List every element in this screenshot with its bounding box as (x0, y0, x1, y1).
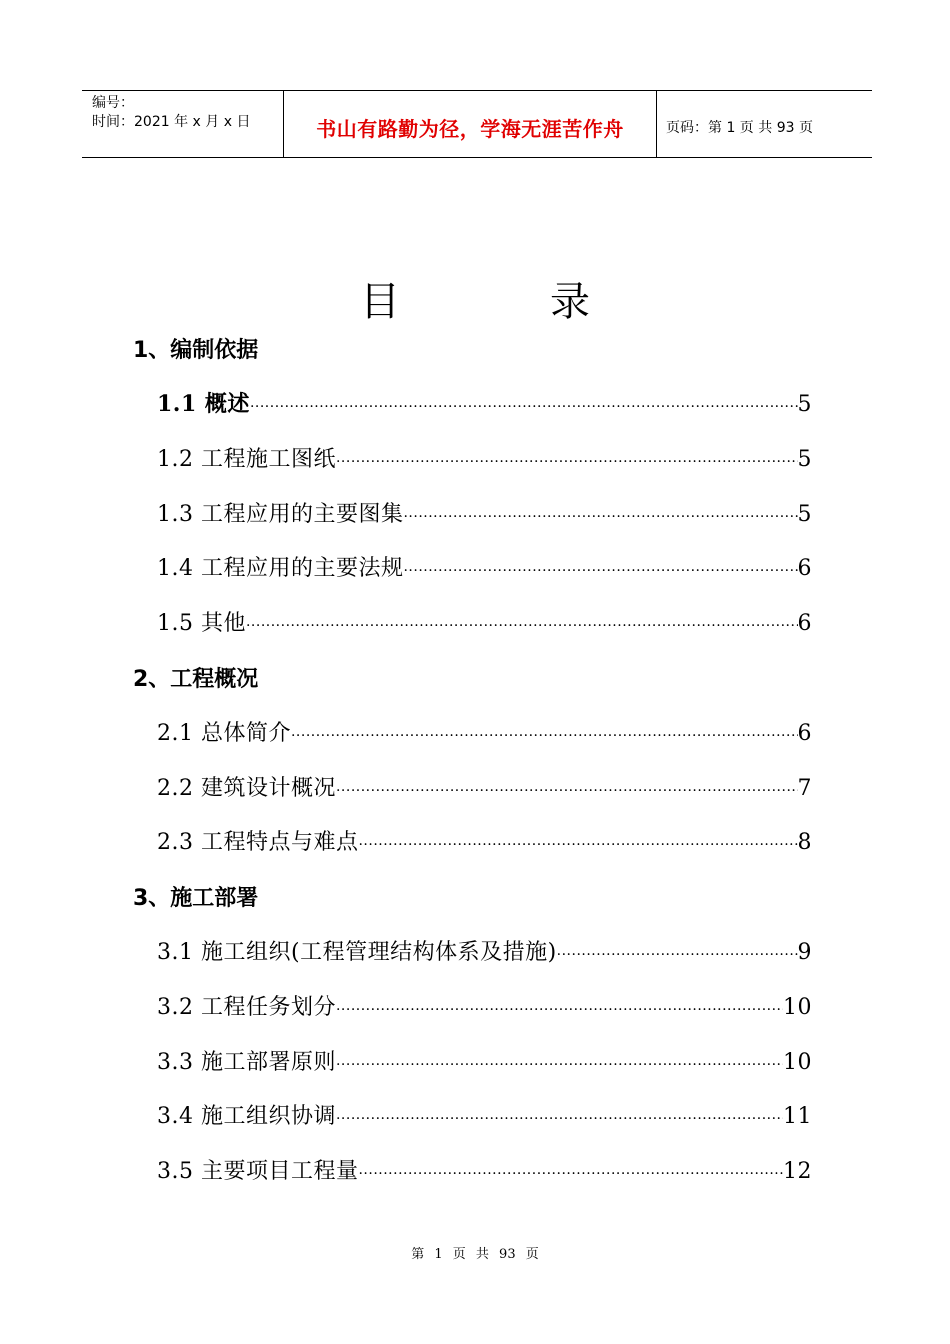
toc-entry-page: 6 (797, 611, 812, 636)
serial-number-label: 编号： (92, 95, 134, 111)
toc-leader-dots (336, 1057, 783, 1073)
toc-entry-label: 3.4 施工组织协调 (157, 1104, 336, 1129)
toc-leader-dots (358, 1166, 783, 1182)
toc-entry[interactable] (157, 1099, 812, 1130)
toc-entry[interactable] (157, 990, 812, 1021)
toc-leader-dots (557, 947, 798, 963)
toc-entry-page: 9 (797, 940, 812, 965)
toc-entry-page: 7 (797, 776, 812, 801)
toc-entry-page: 10 (783, 995, 812, 1020)
toc-entry-label: 2.2 建筑设计概况 (157, 776, 336, 801)
toc-entry-label: 1.4 工程应用的主要法规 (157, 556, 404, 581)
toc-entry[interactable] (157, 935, 812, 966)
toc-entry-page: 5 (797, 392, 812, 417)
toc-entry[interactable] (157, 497, 812, 528)
toc-leader-dots (291, 728, 798, 744)
toc-section-heading: 1、编制依据 (133, 338, 259, 363)
toc-leader-dots (250, 399, 798, 415)
toc-entry-page: 5 (797, 502, 812, 527)
toc-entry[interactable] (157, 442, 812, 473)
document-header (82, 90, 872, 158)
toc-entry-label: 2.3 工程特点与难点 (157, 830, 359, 855)
toc-entry-label: 3.2 工程任务划分 (157, 995, 336, 1020)
toc-entry-label: 1.2 工程施工图纸 (157, 447, 336, 472)
toc-entry-page: 8 (797, 830, 812, 855)
header-page-info: 页码：第 1 页 共 93 页 (666, 120, 813, 136)
toc-leader-dots (358, 837, 797, 853)
toc-title: 目录 (360, 279, 740, 325)
header-motto: 书山有路勤为径，学海无涯苦作舟 (284, 91, 657, 157)
toc-entry-page: 6 (797, 556, 812, 581)
toc-entry-label: 3.3 施工部署原则 (157, 1050, 336, 1075)
toc-leader-dots (403, 509, 797, 525)
toc-section-heading: 3、施工部署 (133, 886, 259, 911)
toc-entry[interactable] (157, 771, 812, 802)
toc-entry-page: 10 (783, 1050, 812, 1075)
toc-entry[interactable] (157, 825, 812, 856)
date-label: 时间：2021 年 x 月 x 日 (92, 114, 251, 130)
toc-entry[interactable] (157, 387, 812, 418)
toc-leader-dots (246, 618, 798, 634)
toc-entry[interactable] (157, 551, 812, 582)
toc-entry-label: 1.3 工程应用的主要图集 (157, 502, 404, 527)
page-footer: 第 1 页 共 93 页 (411, 1247, 539, 1262)
toc-entry-label: 3.5 主要项目工程量 (157, 1159, 359, 1184)
toc-entry-label: 1.5 其他 (157, 611, 246, 636)
toc-leader-dots (336, 454, 798, 470)
toc-entry-label: 2.1 总体简介 (157, 721, 291, 746)
header-meta (82, 91, 284, 157)
toc-entry[interactable] (157, 1045, 812, 1076)
toc-entry-page: 5 (797, 447, 812, 472)
toc-entry[interactable] (157, 606, 812, 637)
toc-entry[interactable] (157, 716, 812, 747)
toc-entry-label: 1.1 概述 (157, 391, 250, 417)
toc-entry-label: 3.1 施工组织(工程管理结构体系及措施) (157, 940, 557, 965)
toc-entry-page: 11 (783, 1104, 812, 1129)
toc-entry-page: 12 (783, 1159, 812, 1184)
toc-leader-dots (336, 1002, 783, 1018)
toc-leader-dots (336, 783, 798, 799)
toc-leader-dots (336, 1111, 783, 1127)
toc-entry[interactable] (157, 1154, 812, 1185)
toc-entry-page: 6 (797, 721, 812, 746)
toc-leader-dots (403, 563, 797, 579)
toc-section-heading: 2、工程概况 (133, 667, 259, 692)
